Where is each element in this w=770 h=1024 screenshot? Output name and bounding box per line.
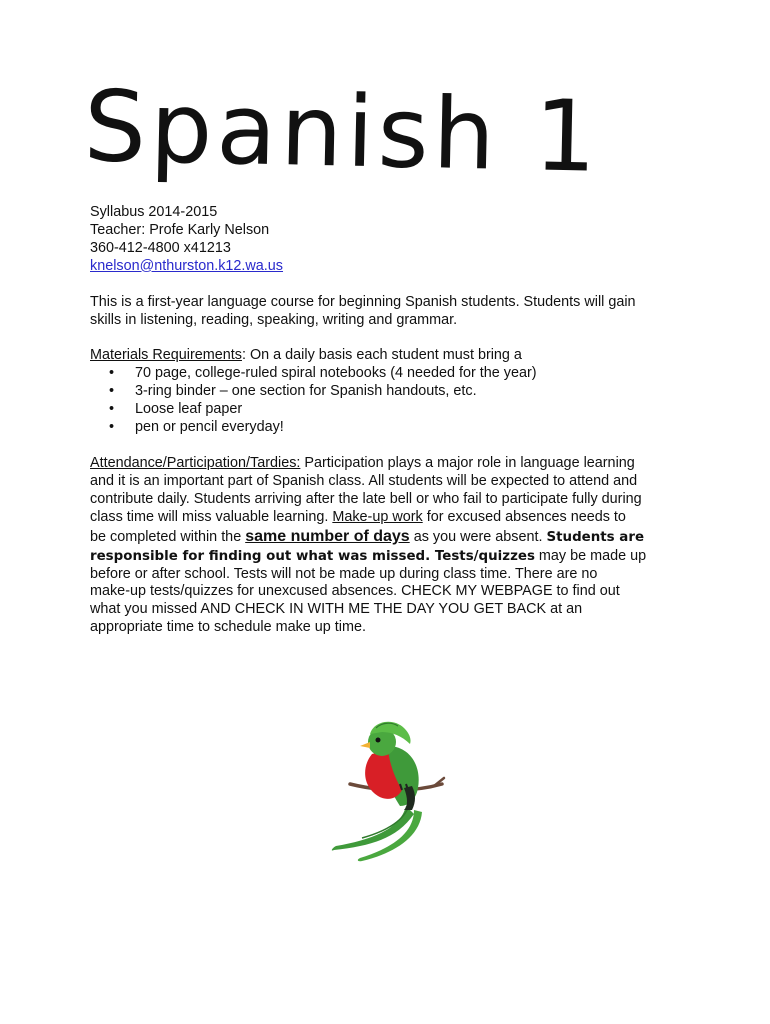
teacher-email-link[interactable]: knelson@nthurston.k12.wa.us — [90, 257, 284, 274]
list-item: • 70 page, college-ruled spiral notebooks (4 needed for the year) — [135, 365, 680, 383]
materials-heading: Materials Requirements — [90, 347, 242, 364]
materials-section: Materials Requirements: On a daily basis each student must bring a • 70 page, college-ruled spiral notebooks (4 needed for the year) • 3-ring binder – one section for Spanish handouts, etc. • Loose leaf paper • pen or pencil everyday! — [90, 347, 680, 437]
list-item: • 3-ring binder – one section for Spanish handouts, etc. — [135, 383, 680, 401]
quetzal-bird-icon — [322, 718, 450, 864]
attendance-section: Attendance/Participation/Tardies: Participation plays a major role in language learning and it is an important part of Spanish class. All students will be expected to attend and contribute daily. Students arriving after the late bell or who fail to participate fully during class time will miss valuable learning. Make-up work for excused absences needs to be completed within the same number of days as you were absent. Students are responsible for finding out what was missed. Tests/quizzes may be made up before or after school. Tests will not be made up during class time. There are no make-up tests/quizzes for unexcused absences. CHECK MY WEBPAGE to find out what you missed AND CHECK IN WITH ME THE DAY YOU GET BACK at an appropriate time to schedule make up time. — [90, 454, 647, 636]
same-number-of-days-emphasis: same number of days — [245, 527, 410, 545]
materials-list — [90, 365, 680, 437]
syllabus-body — [90, 204, 680, 637]
list-item: • pen or pencil everyday! — [135, 419, 680, 437]
page-title: Spanish 1 — [82, 70, 602, 195]
attendance-heading: Attendance/Participation/Tardies: — [90, 454, 301, 471]
teacher-name: Teacher: Profe Karly Nelson — [90, 221, 270, 238]
teacher-phone: 360-412-4800 x41213 — [90, 239, 231, 256]
syllabus-year: Syllabus 2014-2015 — [90, 204, 218, 220]
makeup-work-text: Make-up work — [332, 508, 423, 525]
list-item: • Loose leaf paper — [135, 401, 680, 419]
intro-paragraph: This is a first-year language course for beginning Spanish students. Students will gain skills in listening, reading, speaking, writing and grammar. — [90, 293, 636, 328]
